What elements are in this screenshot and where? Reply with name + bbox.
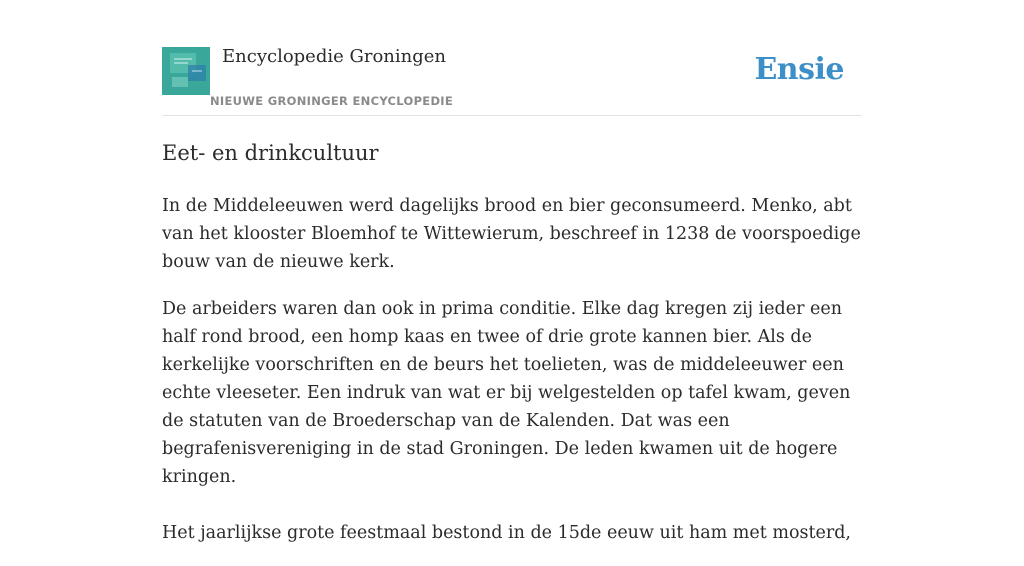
article-paragraph: In de Middeleeuwen werd dagelijks brood en bier geconsumeerd. Menko, abt van het klooster Bloemhof te Wittewierum, beschreef in 1238 de voorspoedige bouw van de nieuwe kerk. (162, 196, 861, 272)
article-body (162, 192, 862, 566)
page-container (162, 0, 862, 543)
avatar[interactable] (162, 47, 210, 95)
ensie-logo[interactable]: Ensie (754, 52, 844, 87)
site-subtitle: NIEUWE GRONINGER ENCYCLOPEDIE (210, 94, 454, 108)
page-title: Eet- en drinkcultuur (162, 141, 379, 165)
site-title[interactable]: Encyclopedie Groningen (222, 46, 447, 67)
site-header (162, 0, 862, 116)
book-cover-icon (162, 47, 210, 95)
article-paragraph: Het jaarlijkse grote feestmaal bestond in de 15de eeuw uit ham met mosterd, (162, 523, 851, 543)
article-paragraph: De arbeiders waren dan ook in prima conditie. Elke dag kregen zij ieder een half rond brood, een homp kaas en twee of drie grote kannen bier. Als de kerkelijke voorschriften en de beurs het toelieten, was de middeleeuwer een echte vleeseter. Een indruk van wat er bij welgestelden op tafel kwam, geven de statuten van de Broederschap van de Kalenden. Dat was een begrafenisvereniging in de stad Groningen. De leden kwamen uit de hogere kringen. (162, 299, 851, 487)
